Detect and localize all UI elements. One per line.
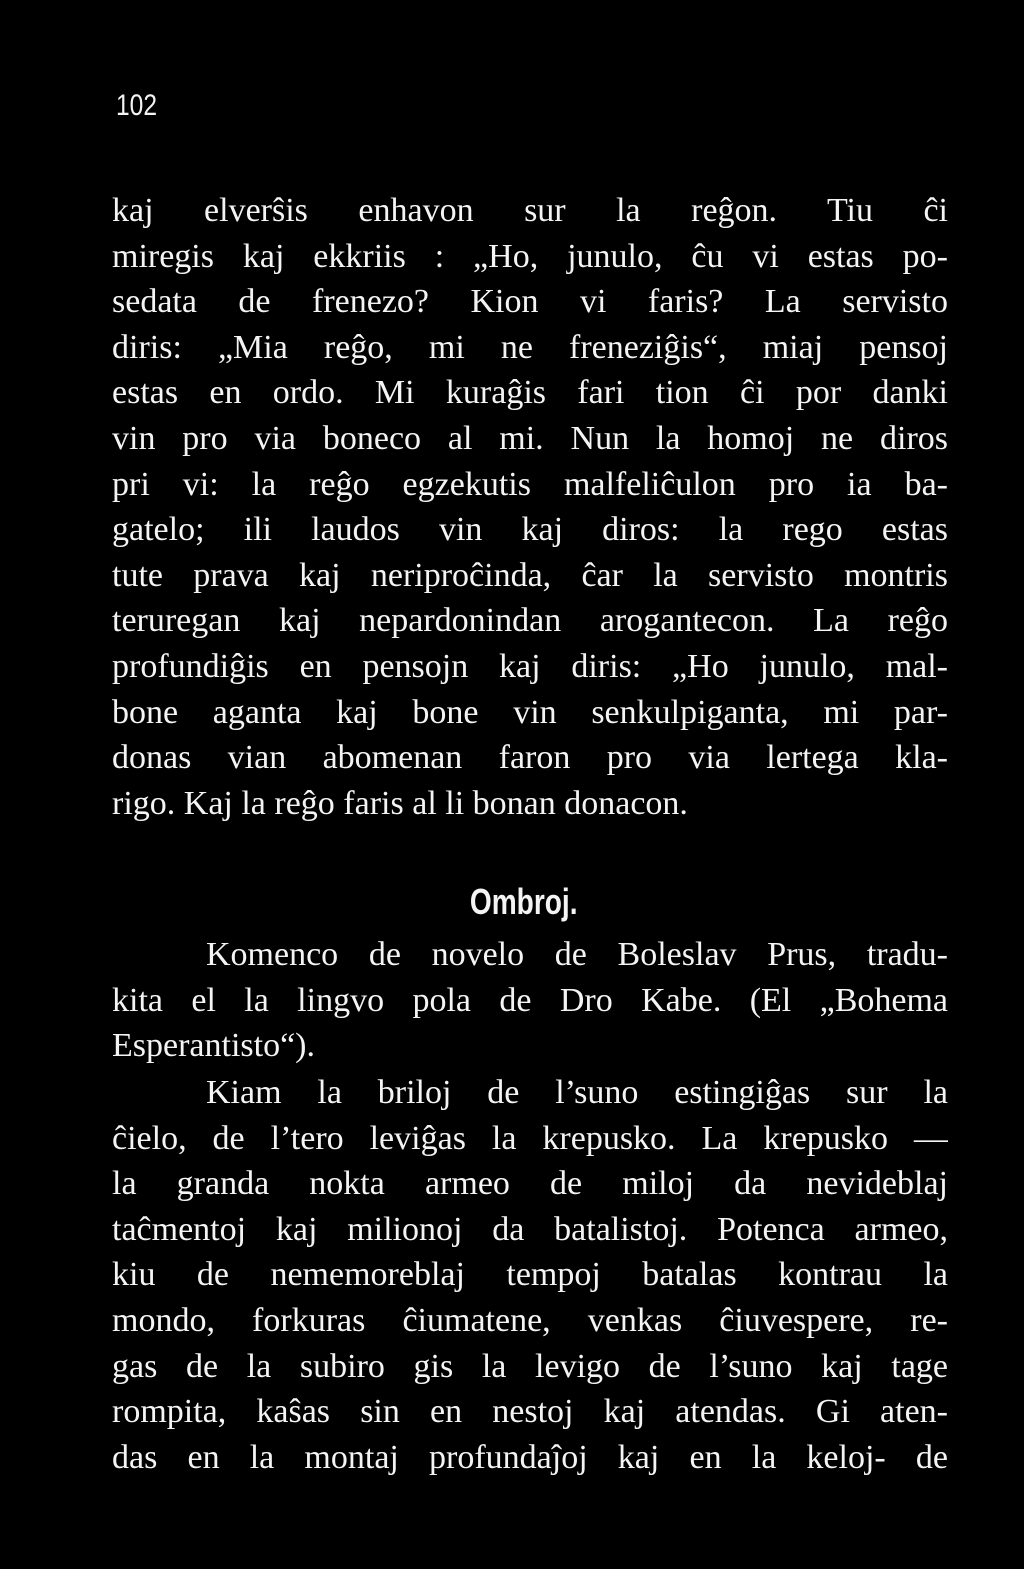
paragraph-3 bbox=[112, 1070, 948, 1480]
text-line: bone aganta kaj bone vin senkulpiganta, mi par- bbox=[112, 693, 948, 731]
text-line: kita el la lingvo pola de Dro Kabe. (El „Bohema bbox=[112, 981, 948, 1019]
text-line: Komenco de novelo de Boleslav Prus, tradu- bbox=[206, 936, 948, 973]
text-line: kiu de nememoreblaj tempoj batalas kontrau la bbox=[112, 1256, 948, 1294]
text-line: Kiam la briloj de l’suno estingiĝas sur la bbox=[206, 1074, 948, 1111]
text-line: ĉielo, de l’tero leviĝas la krepusko. La krepusko — bbox=[112, 1119, 948, 1157]
text-line: la granda nokta armeo de miloj da nevideblaj bbox=[112, 1165, 948, 1203]
text-line: profundiĝis en pensojn kaj diris: „Ho junulo, mal- bbox=[112, 647, 948, 685]
text-line: diris: „Mia reĝo, mi ne freneziĝis“, miaj pensoj bbox=[112, 328, 948, 366]
paragraph-1 bbox=[112, 188, 948, 826]
text-line: taĉmentoj kaj milionoj da batalistoj. Potenca armeo, bbox=[112, 1210, 948, 1248]
text-line: gatelo; ili laudos vin kaj diros: la rego estas bbox=[112, 511, 948, 549]
text-line: donas vian abomenan faron pro via lertega kla- bbox=[112, 739, 948, 777]
text-line: mondo, forkuras ĉiumatene, venkas ĉiuvespere, re- bbox=[112, 1301, 948, 1339]
text-line: kaj elverŝis enhavon sur la reĝon. Tiu ĉi bbox=[112, 192, 948, 229]
text-line: Esperantisto“). bbox=[112, 1027, 315, 1065]
text-line: tute prava kaj neriproĉinda, ĉar la servisto montris bbox=[112, 556, 948, 594]
page-number: 102 bbox=[116, 89, 158, 122]
text-line: gas de la subiro gis la levigo de l’suno kaj tage bbox=[112, 1347, 948, 1385]
text-line: das en la montaj profundaĵoj kaj en la keloj- de bbox=[112, 1438, 948, 1476]
section-heading: Ombroj. bbox=[469, 881, 578, 922]
text-line: pri vi: la reĝo egzekutis malfeliĉulon pro ia ba- bbox=[112, 465, 948, 503]
text-line: vin pro via boneco al mi. Nun la homoj ne diros bbox=[112, 419, 948, 457]
text-line: miregis kaj ekkriis : „Ho, junulo, ĉu vi estas po- bbox=[112, 237, 948, 275]
text-line: rompita, kaŝas sin en nestoj kaj atendas. Gi aten- bbox=[112, 1393, 948, 1431]
text-line: teruregan kaj nepardonindan arogantecon. La reĝo bbox=[112, 602, 948, 640]
paragraph-2 bbox=[112, 932, 948, 1069]
text-line: estas en ordo. Mi kuraĝis fari tion ĉi por danki bbox=[112, 374, 948, 412]
text-line: rigo. Kaj la reĝo faris al li bonan donacon. bbox=[112, 784, 688, 822]
text-line: sedata de frenezo? Kion vi faris? La servisto bbox=[112, 283, 948, 321]
